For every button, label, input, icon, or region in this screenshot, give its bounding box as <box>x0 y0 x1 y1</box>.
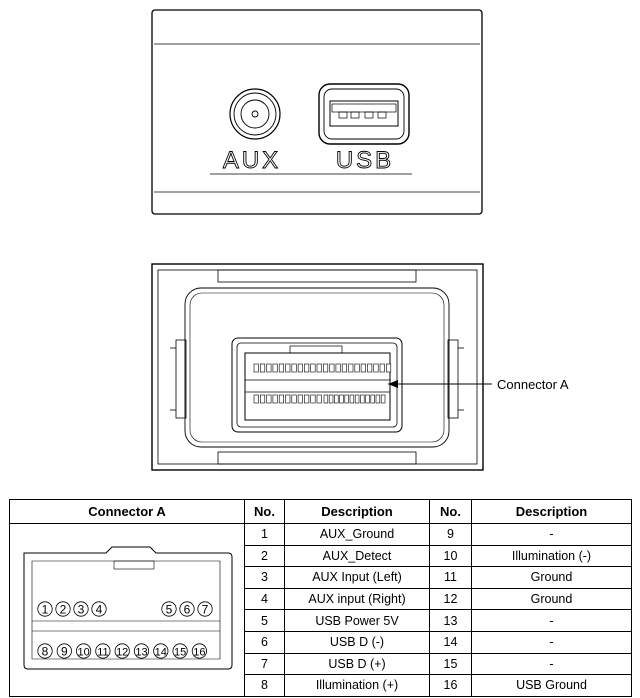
pin-description: USB D (+) <box>285 653 430 675</box>
pin-description: Ground <box>472 588 632 610</box>
header-connector: Connector A <box>10 500 245 524</box>
pin-number: 14 <box>154 646 167 659</box>
pin-number: 11 <box>97 646 109 659</box>
connector-a-callout: Connector A <box>497 377 569 392</box>
rear-terminal-slot <box>376 395 380 403</box>
pin-no: 7 <box>245 653 285 675</box>
connector-pin-numbers <box>38 602 212 659</box>
pin-description: - <box>472 653 632 675</box>
rear-terminal-slot <box>273 364 278 372</box>
rear-terminal-slot <box>317 395 322 403</box>
header-no-right: No. <box>430 500 472 524</box>
pin-number: 3 <box>77 602 85 617</box>
pin-no: 8 <box>245 675 285 697</box>
rear-terminal-slot <box>342 364 347 372</box>
rear-terminal-slot <box>361 364 366 372</box>
rear-terminal-slot <box>366 395 370 403</box>
table-header-row <box>10 500 632 524</box>
rear-terminal-slot <box>350 395 354 403</box>
rear-terminal-slot <box>292 364 297 372</box>
rear-terminal-slot <box>254 364 259 372</box>
rear-terminal-slot <box>267 395 272 403</box>
pin-number: 6 <box>183 602 191 617</box>
rear-terminal-slot <box>330 364 335 372</box>
rear-terminal-slot <box>311 395 316 403</box>
pin-number: 8 <box>41 644 49 659</box>
connector-face-icon <box>10 527 245 693</box>
rear-terminal-slot <box>273 395 278 403</box>
front-panel <box>152 10 482 214</box>
pin-description: USB D (-) <box>285 631 430 653</box>
rear-terminal-slot <box>367 364 372 372</box>
rear-terminal-slot <box>355 364 360 372</box>
pin-no: 14 <box>430 631 472 653</box>
rear-terminal-slot <box>298 364 303 372</box>
usb-label: USB <box>335 147 395 174</box>
rear-terminal-slot <box>324 395 328 403</box>
pin-description: AUX Input (Left) <box>285 567 430 589</box>
rear-terminal-slot <box>279 395 284 403</box>
pin-description: AUX_Detect <box>285 545 430 567</box>
header-no-left: No. <box>245 500 285 524</box>
rear-terminal-slot <box>381 395 385 403</box>
pin-no: 4 <box>245 588 285 610</box>
pin-no: 15 <box>430 653 472 675</box>
rear-terminal-slot <box>304 395 309 403</box>
usb-port-icon <box>319 84 409 144</box>
rear-connector-block <box>232 338 402 432</box>
pin-no: 10 <box>430 545 472 567</box>
rear-terminal-slot <box>304 364 309 372</box>
rear-terminal-slot <box>336 364 341 372</box>
rear-terminal-slot <box>323 364 328 372</box>
table-row <box>10 524 632 546</box>
pin-number: 2 <box>59 602 67 617</box>
header-description-left: Description <box>285 500 430 524</box>
pin-number: 1 <box>41 602 49 617</box>
pin-number: 10 <box>77 646 90 659</box>
rear-terminal-slot <box>286 395 291 403</box>
pin-no: 1 <box>245 524 285 546</box>
rear-terminal-slot <box>374 364 379 372</box>
rear-terminal-slot <box>349 364 354 372</box>
pin-description: USB Ground <box>472 675 632 697</box>
pin-number: 13 <box>135 646 148 659</box>
pin-table <box>9 499 632 697</box>
pin-number: 5 <box>165 602 173 617</box>
aux-jack-icon <box>230 89 280 139</box>
pin-description: USB Power 5V <box>285 610 430 632</box>
pin-description: Ground <box>472 567 632 589</box>
pin-no: 12 <box>430 588 472 610</box>
rear-terminal-slot <box>260 395 265 403</box>
rear-terminal-slot <box>345 395 349 403</box>
rear-terminal-slot <box>267 364 272 372</box>
rear-terminal-slot <box>355 395 359 403</box>
rear-terminal-slot <box>298 395 303 403</box>
pin-description: AUX_Ground <box>285 524 430 546</box>
pin-number: 4 <box>95 602 103 617</box>
pin-number: 12 <box>116 646 129 659</box>
rear-pin-row-top <box>254 364 391 372</box>
pin-description: Illumination (+) <box>285 675 430 697</box>
rear-terminal-slot <box>334 395 338 403</box>
pin-description: - <box>472 610 632 632</box>
rear-terminal-slot <box>260 364 265 372</box>
rear-pin-row-bottom <box>254 395 385 403</box>
rear-terminal-slot <box>279 364 284 372</box>
pin-number: 9 <box>60 644 68 659</box>
rear-terminal-slot <box>380 364 385 372</box>
pin-no: 11 <box>430 567 472 589</box>
pin-no: 16 <box>430 675 472 697</box>
rear-terminal-slot <box>254 395 259 403</box>
rear-terminal-slot <box>317 364 322 372</box>
rear-terminal-slot <box>340 395 344 403</box>
rear-terminal-slot <box>386 364 391 372</box>
aux-label: AUX <box>222 147 282 174</box>
pin-description: AUX input (Right) <box>285 588 430 610</box>
connector-a-diagram <box>10 524 245 697</box>
pin-description: - <box>472 524 632 546</box>
pin-number: 7 <box>201 602 209 617</box>
rear-terminal-slot <box>329 395 333 403</box>
rear-terminal-slot <box>311 364 316 372</box>
pin-no: 3 <box>245 567 285 589</box>
pin-description: Illumination (-) <box>472 545 632 567</box>
rear-terminal-slot <box>360 395 364 403</box>
pin-no: 2 <box>245 545 285 567</box>
rear-terminal-slot <box>371 395 375 403</box>
pin-no: 9 <box>430 524 472 546</box>
rear-terminal-slot <box>292 395 297 403</box>
pin-no: 6 <box>245 631 285 653</box>
pin-number: 16 <box>193 646 206 659</box>
pin-description: - <box>472 631 632 653</box>
header-description-right: Description <box>472 500 632 524</box>
pin-number: 15 <box>173 646 187 659</box>
rear-terminal-slot <box>286 364 291 372</box>
pin-no: 13 <box>430 610 472 632</box>
pin-no: 5 <box>245 610 285 632</box>
